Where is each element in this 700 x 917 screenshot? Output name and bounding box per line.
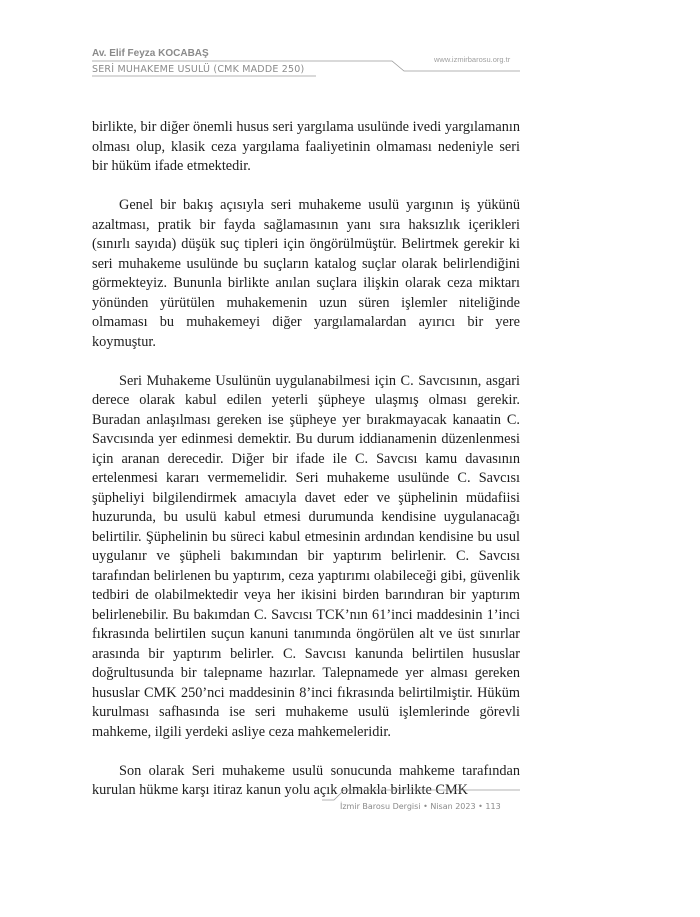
page-footer: [340, 802, 520, 811]
bullet-separator: •: [423, 802, 431, 811]
paragraph: Genel bir bakış açısıyla seri muhakeme usulü yargının iş yükünü azaltması, pratik bir fayda sağlamasının yanı sıra haksızlık içerikleri (sınırlı sayıda) düşük suç tipleri için öngörülmüştür. Belirtmek gerekir ki seri muhakeme usulünde bu suçların katalog suçlar olarak belirlendiğini görmekteyiz. Bununla birlikte anılan suçlara ilişkin olarak ceza miktarı yönünden yürütülen muhakemenin uzun süren işlemler niteliğinde olmaması bu muhakemeyi diğer yargılamalardan ayırıcı bir yere koymuştur.: [92, 197, 520, 350]
page-number: 113: [485, 802, 501, 811]
bullet-separator: •: [478, 802, 486, 811]
issue-date: Nisan 2023: [430, 802, 476, 811]
article-title: SERİ MUHAKEME USULÜ (CMK MADDE 250): [92, 64, 305, 75]
paragraph: Seri Muhakeme Usulünün uygulanabilmesi için C. Savcısının, asgari derece olarak kabul edilen yeterli şüpheye ulaşmış olması gerekir. Buradan anlaşılması gereken ise şüpheye yer bırakmayacak kanaatin C. Savcısında yer edinmesi demektir. Bu durum iddianamenin düzenlenmesi için aranan derecedir. Diğer bir ifade ile C. Savcısı kamu davasının ertelenmesi kararı vermemelidir. Seri muhakeme usulünde C. Savcısı şüpheliyi bilgilendirmek amacıyla davet eder ve şüphelinin müdafiisi huzurunda, bu usulü kabul etmesi durumunda kendisine uygulanacağı belirtilir. Şüphelinin bu süreci kabul etmesinin ardından kendisine bu usul uygulanır ve şüpheli bakımından bir yaptırım belirlenir. C. Savcısı tarafından belirlenen bu yaptırım, ceza yaptırımı olabileceği gibi, güvenlik tedbiri de olabilmektedir veya her ikisini birden barındıran bir yaptırım belirlenebilir. Bu bakımdan C. Savcısı TCK’nın 61’inci maddesinin 1’inci fıkrasında belirtilen suçun kanuni tanımında öngörülen alt ve üst sınırlar arasında bir yaptırım belirler. C. Savcısı kanunda belirtilen hususlar doğrultusunda bir talepname hazırlar. Talepnamede yer alması gereken hususlar CMK 250’nci maddesinin 8’inci fıkrasında belirtilmiştir. Hüküm kurulması safhasında ise seri muhakeme usulü işlemlerinde görevli mahkeme, ilgili yerdeki asliye ceza mahkemeleridir.: [92, 372, 520, 740]
article-body: [92, 118, 520, 801]
website-url: www.izmirbarosu.org.tr: [434, 55, 511, 64]
journal-name: İzmir Barosu Dergisi: [340, 802, 421, 811]
author-name: Av. Elif Feyza KOCABAŞ: [92, 48, 209, 59]
paragraph: Son olarak Seri muhakeme usulü sonucunda mahkeme tarafından kurulan hükme karşı itiraz kanun yolu açık olmakla birlikte CMK: [92, 762, 520, 798]
paragraph: birlikte, bir diğer önemli husus seri yargılama usulünde ivedi yargılamanın olması olup, klasik ceza yargılama faaliyetinin olmaması nedeniyle seri bir hüküm ifade etmektedir.: [92, 119, 520, 174]
